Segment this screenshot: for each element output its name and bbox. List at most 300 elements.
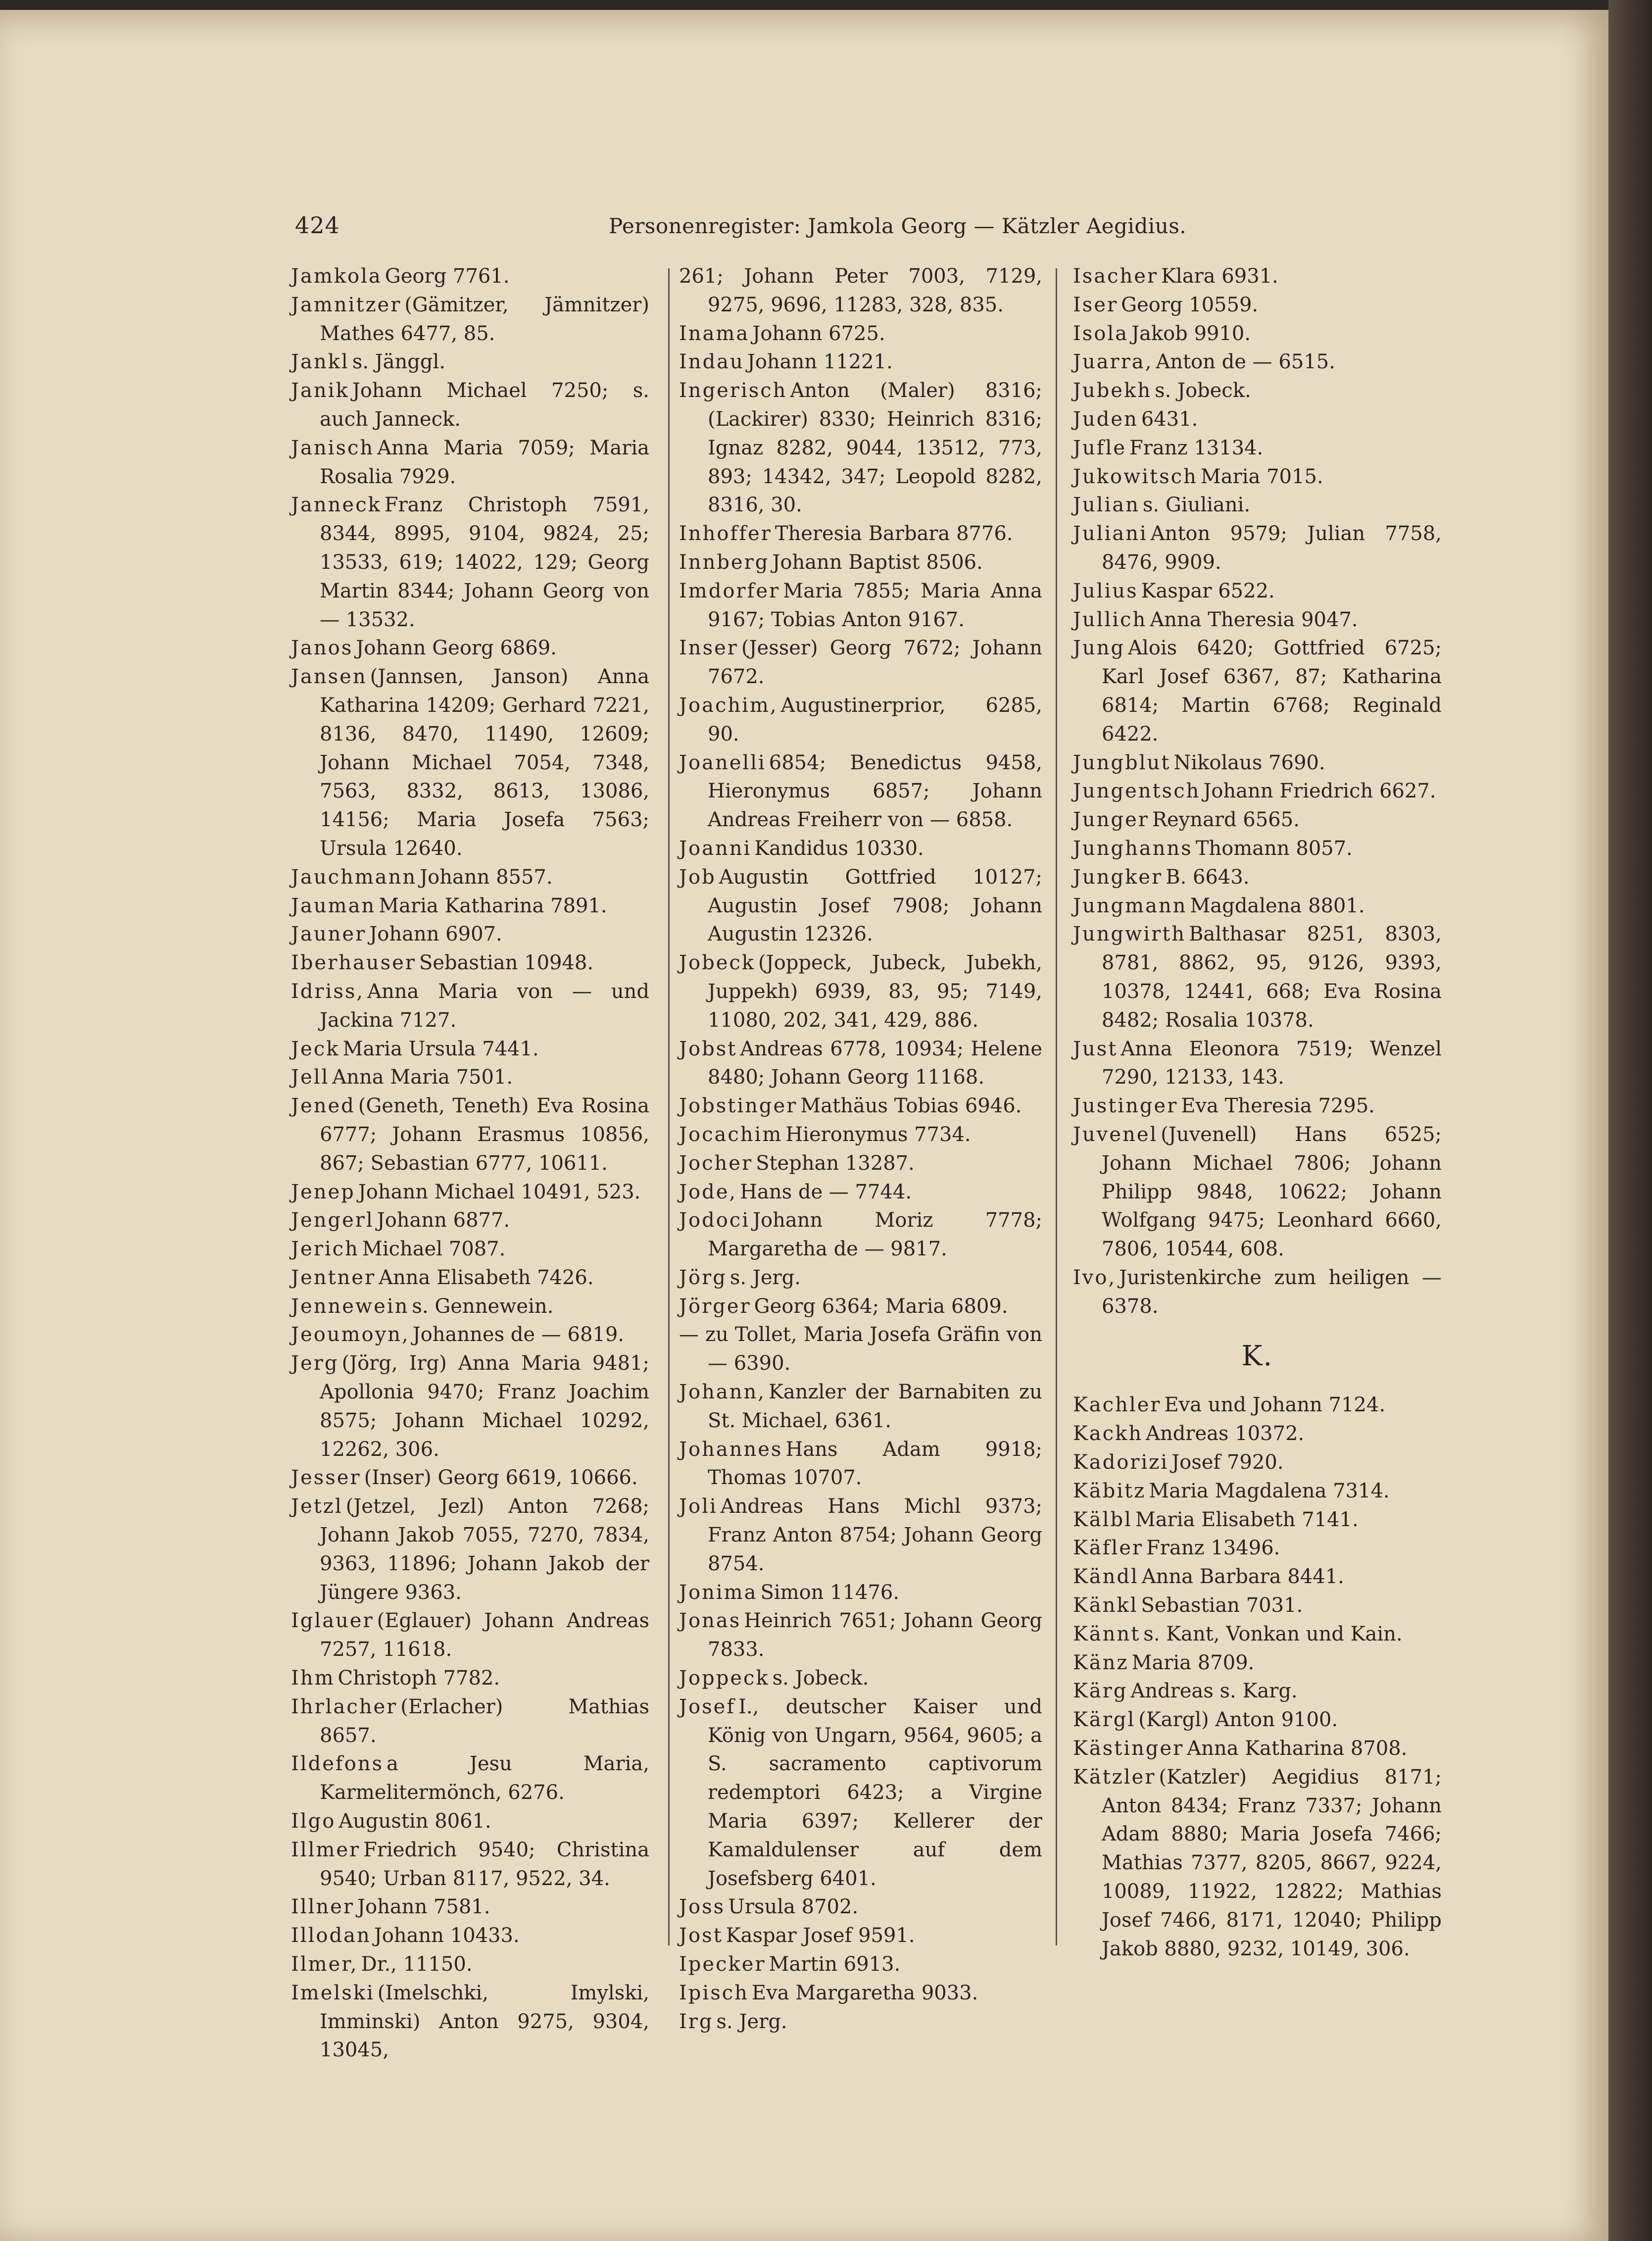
- entry-surname: Jufle: [1073, 436, 1127, 459]
- entry-references: Thomann 8057.: [1195, 837, 1353, 860]
- entry-references: Johann Michael 10491, 523.: [358, 1180, 641, 1203]
- entry-surname: Kärg: [1073, 1680, 1128, 1703]
- entry-surname: Inama: [679, 322, 750, 345]
- entry-surname: Justinger: [1073, 1095, 1178, 1118]
- entry-surname: Juliani: [1073, 522, 1148, 546]
- entry-references: Johann 6877.: [377, 1209, 510, 1232]
- entry-references: Johann Friedrich 6627.: [1203, 780, 1436, 803]
- index-entry: [1073, 377, 1442, 405]
- index-entry: [679, 1922, 1042, 1950]
- index-entry: [291, 1349, 649, 1464]
- index-entry: [291, 949, 649, 978]
- entry-references: Jakob 9910.: [1131, 322, 1251, 345]
- entry-surname: Känkl: [1073, 1594, 1138, 1617]
- index-entry: [679, 1979, 1042, 2008]
- index-entry: [679, 262, 1042, 320]
- entry-surname: Jonima: [679, 1581, 758, 1604]
- entry-surname: Jost: [679, 1924, 723, 1947]
- entry-references: Eva Theresia 7295.: [1181, 1095, 1375, 1118]
- index-entry: [1073, 1477, 1442, 1506]
- entry-surname: Janneck: [291, 494, 382, 517]
- index-entry: [1073, 520, 1442, 577]
- page-edge: [1608, 0, 1652, 2241]
- entry-references: Georg 10559.: [1121, 293, 1259, 316]
- entry-surname: Iglauer: [291, 1609, 374, 1633]
- index-entry: [291, 634, 649, 663]
- entry-references: Augustinerprior, 6285, 90.: [708, 694, 1042, 746]
- entry-surname: Jonas: [679, 1609, 741, 1633]
- entry-surname: Illmer: [291, 1838, 361, 1861]
- entry-surname: Joss: [679, 1895, 726, 1919]
- entry-surname: Käfler: [1073, 1537, 1144, 1560]
- index-entry: [1073, 1706, 1442, 1735]
- index-entry: [291, 1493, 649, 1607]
- index-entry: [679, 949, 1042, 1035]
- index-entry: [291, 1063, 649, 1092]
- column-divider: [1056, 268, 1057, 1945]
- index-entry: [291, 1979, 649, 2065]
- entry-surname: Ihm: [291, 1667, 335, 1690]
- index-entry: [1073, 262, 1442, 291]
- entry-surname: Ivo,: [1073, 1266, 1117, 1289]
- entry-references: Franz 13134.: [1129, 436, 1263, 459]
- entry-references: Martin 6913.: [769, 1953, 901, 1976]
- index-entry: [679, 348, 1042, 377]
- entry-surname: Isola: [1073, 322, 1129, 345]
- section-k-entries: [1073, 1391, 1442, 1963]
- section-letter-k: K.: [1241, 1340, 1273, 1373]
- entry-references: Johann 10433.: [374, 1924, 520, 1947]
- entry-references: Christoph 7782.: [338, 1667, 500, 1690]
- index-entry: [291, 262, 649, 291]
- entry-references: Maria 8709.: [1131, 1651, 1255, 1674]
- index-entry: [679, 1149, 1042, 1178]
- entry-surname: Julian: [1073, 494, 1140, 517]
- index-entry: [291, 1922, 649, 1950]
- index-entry: [291, 663, 649, 863]
- index-entry: [291, 1293, 649, 1321]
- entry-references: Maria Magdalena 7314.: [1149, 1479, 1390, 1502]
- entry-references: Simon 11476.: [760, 1581, 900, 1604]
- entry-references: Johann Georg 6869.: [356, 637, 557, 660]
- entry-references: (Kargl) Anton 9100.: [1138, 1708, 1338, 1732]
- entry-references: Eva und Johann 7124.: [1164, 1394, 1386, 1417]
- section-j-continued: [1073, 262, 1442, 1321]
- index-entry: [291, 1464, 649, 1493]
- entry-surname: Jodoci: [679, 1209, 750, 1232]
- index-entry: [1073, 405, 1442, 434]
- index-entry: [1073, 606, 1442, 635]
- entry-references: Anna Theresia 9047.: [1150, 608, 1358, 631]
- entry-surname: Imdorfer: [679, 579, 780, 602]
- entry-surname: Jamkola: [291, 265, 382, 288]
- index-column-2: [679, 262, 1042, 2036]
- entry-surname: Jened: [291, 1095, 355, 1118]
- entry-references: Anton 9579; Julian 7758, 8476, 9909.: [1102, 522, 1442, 574]
- entry-surname: Jukowitsch: [1073, 465, 1198, 488]
- index-entry: [291, 863, 649, 892]
- entry-references: Johann 6907.: [369, 923, 502, 946]
- entry-references: Anna Maria von — und Jackina 7127.: [320, 980, 649, 1032]
- entry-surname: Inser: [679, 637, 738, 660]
- entry-surname: Joppeck: [679, 1667, 770, 1690]
- entry-references: (Jannsen, Janson) Anna Katharina 14209; Gerhard 7221, 8136, 8470, 11490, 12609; Johann Michael 7054, 7348, 7563, 8332, 8613, 13086, 14156; Maria Josefa 7563; Ursula 12640.: [320, 665, 649, 860]
- index-entry: [1073, 463, 1442, 492]
- entry-references: I., deutscher Kaiser und König von Ungarn, 9564, 9605; a S. sacramento captivorum redemptori 6423; a Virgine Maria 6397; Kellerer der Kamaldulenser auf dem Josefsberg 6401.: [708, 1695, 1042, 1890]
- entry-surname: Jerich: [291, 1238, 359, 1261]
- index-entry: [291, 348, 649, 377]
- entry-surname: Jungblut: [1073, 751, 1171, 774]
- index-entry: [1073, 806, 1442, 835]
- entry-surname: Kachler: [1073, 1394, 1162, 1417]
- entry-references: Anna Maria 7501.: [332, 1066, 513, 1089]
- entry-references: Friedrich 9540; Christina 9540; Urban 8117, 9522, 34.: [320, 1838, 649, 1890]
- entry-references: (Imelschki, Imylski, Imminski) Anton 9275, 9304, 13045,: [320, 1981, 649, 2062]
- index-entry: [679, 1579, 1042, 1607]
- entry-surname: Imelski: [291, 1981, 375, 2004]
- index-entry: [679, 634, 1042, 692]
- index-entry: [679, 835, 1042, 863]
- entry-references: Anna Maria 7059; Maria Rosalia 7929.: [320, 436, 649, 488]
- entry-references: Johann Baptist 8506.: [772, 550, 983, 574]
- index-entry: [1073, 1391, 1442, 1420]
- index-entry: [291, 978, 649, 1035]
- index-entry: [1073, 920, 1442, 1035]
- entry-references: s. Jänggl.: [352, 350, 446, 374]
- entry-surname: Joanni: [679, 837, 752, 860]
- index-entry: [679, 1378, 1042, 1436]
- entry-references: Johannes de — 6819.: [412, 1323, 625, 1346]
- book-page: [0, 10, 1608, 2241]
- entry-references: Alois 6420; Gottfried 6725; Karl Josef 6367, 87; Katharina 6814; Martin 6768; Reginald 6422.: [1102, 637, 1442, 746]
- index-entry: [291, 1206, 649, 1235]
- entry-references: Hans Adam 9918; Thomas 10707.: [708, 1438, 1042, 1490]
- entry-references: (Joppeck, Jubeck, Jubekh, Juppekh) 6939, 83, 95; 7149, 11080, 202, 341, 429, 886.: [708, 951, 1042, 1032]
- entry-references: Michael 7087.: [362, 1238, 506, 1261]
- entry-references: Augustin Gottfried 10127; Augustin Josef 7908; Johann Augustin 12326.: [708, 865, 1042, 946]
- index-entry: [679, 1693, 1042, 1893]
- entry-surname: Jeoumoyn,: [291, 1323, 410, 1346]
- entry-references: Augustin 8061.: [339, 1810, 491, 1833]
- index-entry: [679, 1950, 1042, 1979]
- index-entry: [291, 491, 649, 634]
- entry-surname: Jungker: [1073, 865, 1163, 889]
- index-entry: [1073, 1620, 1442, 1649]
- entry-surname: Jeck: [291, 1037, 340, 1060]
- entry-references: — zu Tollet, Maria Josefa Gräfin von — 6390.: [679, 1323, 1042, 1375]
- entry-references: Kaspar Josef 9591.: [726, 1924, 915, 1947]
- entry-references: 261; Johann Peter 7003, 7129, 9275, 9696, 11283, 328, 835.: [679, 265, 1042, 316]
- index-entry: [1073, 1506, 1442, 1535]
- index-entry: [291, 1950, 649, 1979]
- index-entry: [1073, 577, 1442, 606]
- entry-references: Anton de — 6515.: [1156, 350, 1335, 374]
- index-entry: [679, 749, 1042, 835]
- index-entry: [679, 1092, 1042, 1121]
- entry-surname: Kännt: [1073, 1622, 1141, 1645]
- entry-surname: Jauman: [291, 894, 376, 917]
- index-entry: [679, 1893, 1042, 1922]
- index-entry: [1073, 634, 1442, 748]
- entry-references: (Juvenell) Hans 6525; Johann Michael 7806; Johann Philipp 9848, 10622; Johann Wolfgang 9475; Leonhard 6660, 7806, 10544, 608.: [1102, 1123, 1442, 1261]
- entry-references: (Geneth, Teneth) Eva Rosina 6777; Johann Erasmus 10856, 867; Sebastian 6777, 10611.: [320, 1095, 649, 1175]
- entry-references: s. Jerg.: [729, 1266, 801, 1289]
- entry-references: Johann 11221.: [747, 350, 893, 374]
- entry-references: Dr., 11150.: [361, 1953, 473, 1976]
- index-entry: [1073, 1035, 1442, 1093]
- entry-surname: Jankl: [291, 350, 349, 374]
- entry-references: Georg 6364; Maria 6809.: [754, 1295, 1008, 1318]
- index-entry: [291, 1607, 649, 1664]
- index-entry: [1073, 892, 1442, 921]
- entry-surname: Ilmer,: [291, 1953, 358, 1976]
- entry-references: Hans de — 7744.: [740, 1180, 912, 1203]
- entry-surname: Jocachim: [679, 1123, 783, 1146]
- entry-references: Andreas Hans Michl 9373; Franz Anton 8754; Johann Georg 8754.: [708, 1495, 1042, 1575]
- index-entry: [1073, 1092, 1442, 1121]
- index-entry: [679, 863, 1042, 949]
- entry-surname: Junghanns: [1073, 837, 1193, 860]
- index-entry: [1073, 491, 1442, 520]
- entry-surname: Kätzler: [1073, 1765, 1156, 1789]
- entry-surname: Iser: [1073, 293, 1118, 316]
- index-entry: [291, 920, 649, 949]
- index-entry: [291, 1750, 649, 1807]
- entry-references: Georg 7761.: [385, 265, 510, 288]
- index-entry: [679, 1293, 1042, 1321]
- index-entry: [679, 1493, 1042, 1578]
- index-entry: [1073, 1563, 1442, 1592]
- entry-references: Maria Katharina 7891.: [379, 894, 607, 917]
- entry-surname: Jung: [1073, 637, 1125, 660]
- entry-references: s. Kant, Vonkan und Kain.: [1143, 1622, 1403, 1645]
- entry-surname: Jamnitzer: [291, 293, 402, 316]
- index-entry: [679, 320, 1042, 349]
- entry-references: Andreas 10372.: [1146, 1422, 1305, 1445]
- entry-surname: Irg: [679, 2010, 714, 2033]
- entry-surname: Johannes: [679, 1438, 783, 1461]
- entry-surname: Jobstinger: [679, 1095, 798, 1118]
- entry-references: (Erlacher) Mathias 8657.: [320, 1695, 649, 1747]
- entry-surname: Jesser: [291, 1466, 361, 1490]
- entry-surname: Isacher: [1073, 265, 1159, 288]
- index-entry: [679, 1178, 1042, 1207]
- entry-references: Kandidus 10330.: [754, 837, 924, 860]
- index-entry: [291, 291, 649, 349]
- entry-references: Klara 6931.: [1161, 265, 1278, 288]
- entry-surname: Indau: [679, 350, 744, 374]
- entry-surname: Janisch: [291, 436, 375, 459]
- entry-references: Anton (Maler) 8316; (Lackirer) 8330; Heinrich 8316; Ignaz 8282, 9044, 13512, 773, 893; 14342, 347; Leopold 8282, 8316, 30.: [708, 379, 1042, 517]
- entry-references: (Inser) Georg 6619, 10666.: [364, 1466, 638, 1490]
- entry-surname: Jauner: [291, 923, 367, 946]
- entry-references: Johann 7581.: [357, 1895, 490, 1919]
- entry-surname: Ingerisch: [679, 379, 787, 402]
- entry-references: Franz Christoph 7591, 8344, 8995, 9104, 9824, 25; 13533, 619; 14022, 129; Georg Martin 8344; Johann Georg von — 13532.: [320, 494, 649, 631]
- entry-surname: Jode,: [679, 1180, 737, 1203]
- entry-surname: Ipisch: [679, 1981, 749, 2004]
- entry-references: Sebastian 7031.: [1141, 1594, 1303, 1617]
- entry-surname: Käbitz: [1073, 1479, 1146, 1502]
- entry-references: s. Gennewein.: [412, 1295, 554, 1318]
- entry-references: Franz 13496.: [1146, 1537, 1280, 1560]
- entry-surname: Iberhauser: [291, 951, 416, 975]
- entry-surname: Ipecker: [679, 1953, 766, 1976]
- entry-surname: Innberg: [679, 550, 770, 574]
- entry-surname: Kadorizi: [1073, 1451, 1169, 1474]
- entry-references: Hieronymus 7734.: [785, 1123, 971, 1146]
- entry-references: Magdalena 8801.: [1190, 894, 1365, 917]
- index-entry: [679, 1436, 1042, 1493]
- entry-references: Theresia Barbara 8776.: [775, 522, 1013, 546]
- entry-surname: Kändl: [1073, 1565, 1139, 1589]
- entry-references: Maria Elisabeth 7141.: [1135, 1508, 1359, 1531]
- entry-surname: Illodan: [291, 1924, 371, 1947]
- entry-references: s. Jobeck.: [772, 1667, 869, 1690]
- index-entry: [679, 548, 1042, 577]
- index-entry: [1073, 434, 1442, 463]
- entry-surname: Jungwirth: [1073, 923, 1186, 946]
- running-head: Personenregister: Jamkola Georg — Kätzler Aegidius.: [609, 214, 1187, 238]
- entry-references: Balthasar 8251, 8303, 8781, 8862, 95, 9126, 9393, 10378, 12441, 668; Eva Rosina 8482; Rosalia 10378.: [1102, 923, 1442, 1032]
- entry-surname: Just: [1073, 1037, 1118, 1060]
- page-number: 424: [295, 212, 340, 239]
- entry-surname: Kärgl: [1073, 1708, 1136, 1732]
- index-entry: [1073, 835, 1442, 863]
- entry-surname: Ildefons: [291, 1752, 384, 1776]
- index-entry: [679, 1121, 1042, 1149]
- entry-references: a Jesu Maria, Karmelitermönch, 6276.: [320, 1752, 649, 1804]
- entry-surname: Jauchmann: [291, 865, 417, 889]
- index-entry: [1073, 1264, 1442, 1321]
- entry-references: 6431.: [1141, 407, 1198, 431]
- index-entry: [291, 1664, 649, 1693]
- entry-references: Anna Elisabeth 7426.: [379, 1266, 594, 1289]
- entry-surname: Jocher: [679, 1151, 753, 1175]
- entry-references: (Katzler) Aegidius 8171; Anton 8434; Franz 7337; Johann Adam 8880; Maria Josefa 7466; Mathias 7377, 8205, 8667, 9224, 10089, 11922, 12822; Mathias Josef 7466, 8171, 12040; Philipp Jakob 8880, 9232, 10149, 306.: [1102, 1765, 1442, 1960]
- index-entry: [291, 1807, 649, 1836]
- entry-references: Anna Eleonora 7519; Wenzel 7290, 12133, 143.: [1102, 1037, 1442, 1089]
- index-column-3: [1073, 262, 1442, 1963]
- index-entry: [679, 1264, 1042, 1293]
- entry-references: Andreas s. Karg.: [1130, 1680, 1298, 1703]
- entry-surname: Juvenel: [1073, 1123, 1158, 1146]
- entry-references: Juristenkirche zum heiligen — 6378.: [1102, 1266, 1442, 1318]
- entry-surname: Idriss,: [291, 980, 365, 1003]
- index-entry: [1073, 1448, 1442, 1477]
- entry-references: (Jesser) Georg 7672; Johann 7672.: [708, 637, 1042, 689]
- index-entry: [291, 1092, 649, 1178]
- index-entry: [1073, 1677, 1442, 1706]
- entry-references: Andreas 6778, 10934; Helene 8480; Johann Georg 11168.: [708, 1037, 1042, 1089]
- entry-surname: Jansen: [291, 665, 367, 689]
- index-entry: [1073, 1121, 1442, 1264]
- index-entry: [291, 1035, 649, 1064]
- entry-references: (Jörg, Irg) Anna Maria 9481; Apollonia 9470; Franz Joachim 8575; Johann Michael 10292, 12262, 306.: [320, 1352, 649, 1461]
- entry-surname: Johann,: [679, 1381, 766, 1404]
- entry-surname: Ilgo: [291, 1810, 336, 1833]
- index-entry: [291, 434, 649, 492]
- entry-surname: Jörger: [679, 1295, 751, 1318]
- index-entry: [291, 1264, 649, 1293]
- index-entry: [1073, 1735, 1442, 1763]
- entry-surname: Juden: [1073, 407, 1138, 431]
- index-entry: [1073, 1649, 1442, 1678]
- index-entry: [679, 577, 1042, 635]
- entry-references: Johann 6725.: [752, 322, 885, 345]
- entry-references: Reynard 6565.: [1152, 808, 1300, 832]
- index-entry: [291, 1178, 649, 1207]
- entry-surname: Joanelli: [679, 751, 766, 774]
- entry-references: Johann 8557.: [420, 865, 553, 889]
- index-entry: [1073, 291, 1442, 320]
- index-entry: [679, 1206, 1042, 1264]
- entry-references: Eva Margaretha 9033.: [751, 1981, 978, 2004]
- index-entry: [291, 1321, 649, 1349]
- index-entry: [679, 520, 1042, 548]
- entry-surname: Inhoffer: [679, 522, 772, 546]
- index-entry: [679, 1035, 1042, 1093]
- entry-references: B. 6643.: [1166, 865, 1250, 889]
- entry-surname: Jenep: [291, 1180, 355, 1203]
- entry-surname: Kästinger: [1073, 1737, 1184, 1760]
- index-entry: [679, 1607, 1042, 1664]
- index-entry: [1073, 1534, 1442, 1563]
- entry-references: Nikolaus 7690.: [1173, 751, 1325, 774]
- index-entry: [1073, 1763, 1442, 1964]
- entry-references: 6854; Benedictus 9458, Hieronymus 6857; Johann Andreas Freiherr von — 6858.: [708, 751, 1042, 832]
- entry-surname: Jell: [291, 1066, 330, 1089]
- index-entry: [679, 1664, 1042, 1693]
- entry-surname: Jungmann: [1073, 894, 1187, 917]
- entry-surname: Jobeck: [679, 951, 756, 975]
- entry-references: (Gämitzer, Jämnitzer) Mathes 6477, 85.: [320, 293, 649, 345]
- entry-references: Kaspar 6522.: [1141, 579, 1275, 602]
- entry-surname: Jetzl: [291, 1495, 343, 1518]
- entry-references: Kanzler der Barnabiten zu St. Michael, 6361.: [708, 1381, 1042, 1432]
- entry-references: Maria 7855; Maria Anna 9167; Tobias Anton 9167.: [708, 579, 1042, 631]
- index-entry: [1073, 1592, 1442, 1620]
- index-entry: [1073, 777, 1442, 806]
- index-column-1: [291, 262, 649, 2065]
- entry-references: Stephan 13287.: [756, 1151, 915, 1175]
- entry-references: Ursula 8702.: [728, 1895, 859, 1919]
- entry-surname: Jungentsch: [1073, 780, 1201, 803]
- index-entry: [1073, 348, 1442, 377]
- column-divider: [668, 268, 670, 1945]
- entry-references: Mathäus Tobias 6946.: [800, 1095, 1022, 1118]
- entry-surname: Ihrlacher: [291, 1695, 398, 1718]
- entry-surname: Jörg: [679, 1266, 727, 1289]
- entry-references: Maria Ursula 7441.: [342, 1037, 539, 1060]
- entry-references: Johann Michael 7250; s. auch Janneck.: [320, 379, 649, 431]
- entry-surname: Joachim,: [679, 694, 778, 717]
- entry-surname: Jullich: [1073, 608, 1147, 631]
- entry-surname: Juarra,: [1073, 350, 1153, 374]
- index-entry: [291, 377, 649, 434]
- entry-surname: Janik: [291, 379, 349, 402]
- index-entry: [679, 377, 1042, 520]
- entry-surname: Jubekh: [1073, 379, 1152, 402]
- index-entry: [679, 692, 1042, 749]
- entry-references: s. Jobeck.: [1155, 379, 1251, 402]
- entry-surname: Junger: [1073, 808, 1149, 832]
- entry-surname: Kackh: [1073, 1422, 1143, 1445]
- index-entry: [291, 892, 649, 921]
- entry-references: (Eglauer) Johann Andreas 7257, 11618.: [320, 1609, 649, 1661]
- entry-references: Josef 7920.: [1171, 1451, 1284, 1474]
- entry-references: s. Jerg.: [716, 2010, 787, 2033]
